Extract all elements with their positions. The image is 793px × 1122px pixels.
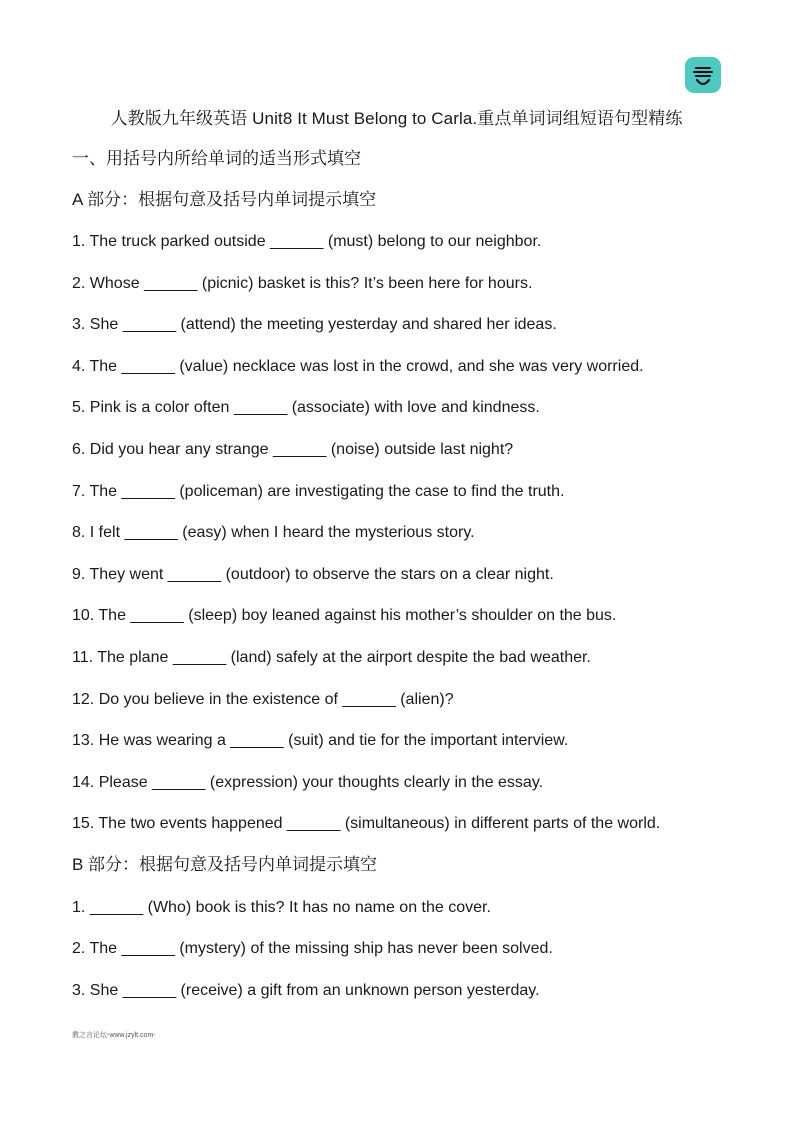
exercise-item: 11. The plane ______ (land) safely at the airport despite the bad weather. — [72, 649, 591, 666]
exercise-item: 14. Please ______ (expression) your thoughts clearly in the essay. — [72, 774, 544, 791]
exercise-item: 2. Whose ______ (picnic) basket is this? It’s been here for hours. — [72, 275, 533, 292]
section-heading: 一、用括号内所给单词的适当形式填空 — [72, 149, 361, 168]
exercise-item: 2. The ______ (mystery) of the missing ship has never been solved. — [72, 940, 553, 957]
exercise-item: 8. I felt ______ (easy) when I heard the mysterious story. — [72, 524, 475, 541]
part-a-heading: A 部分：根据句意及括号内单词提示填空 — [72, 190, 377, 209]
exercise-item: 1. ______ (Who) book is this? It has no name on the cover. — [72, 899, 491, 916]
exercise-item: 10. The ______ (sleep) boy leaned against his mother’s shoulder on the bus. — [72, 607, 617, 624]
exercise-item: 15. The two events happened ______ (simultaneous) in different parts of the world. — [72, 815, 661, 832]
exercise-item: 9. They went ______ (outdoor) to observe the stars on a clear night. — [72, 566, 554, 583]
document-title: 人教版九年级英语 Unit8 It Must Belong to Carla.重点单词词组短语句型精练 — [110, 109, 683, 128]
exercise-item: 3. She ______ (attend) the meeting yesterday and shared her ideas. — [72, 316, 557, 333]
exercise-item: 4. The ______ (value) necklace was lost in the crowd, and she was very worried. — [72, 358, 644, 375]
exercise-item: 1. The truck parked outside ______ (must) belong to our neighbor. — [72, 233, 542, 250]
exercise-item: 7. The ______ (policeman) are investigating the case to find the truth. — [72, 483, 565, 500]
exercise-item: 13. He was wearing a ______ (suit) and tie for the important interview. — [72, 732, 569, 749]
exercise-item: 3. She ______ (receive) a gift from an unknown person yesterday. — [72, 982, 540, 999]
part-b-heading: B 部分：根据句意及括号内单词提示填空 — [72, 855, 378, 874]
exercise-item: 5. Pink is a color often ______ (associate) with love and kindness. — [72, 399, 540, 416]
site-logo-icon — [685, 57, 721, 93]
page-footer: 教之言论坛-www.jzylt.com- — [72, 1032, 156, 1039]
exercise-item: 6. Did you hear any strange ______ (noise) outside last night? — [72, 441, 514, 458]
exercise-item: 12. Do you believe in the existence of ______ (alien)? — [72, 691, 454, 708]
